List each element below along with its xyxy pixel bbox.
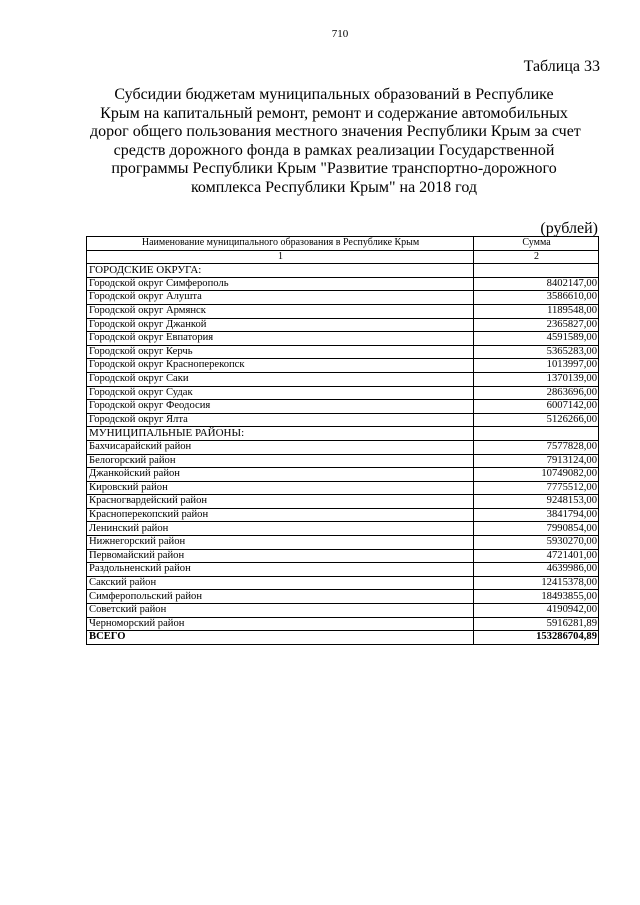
row-amount: 7913124,00 [474,454,599,468]
row-amount: 8402147,00 [474,277,599,291]
row-name: Городской округ Симферополь [87,277,474,291]
row-name: Городской округ Евпатория [87,332,474,346]
table-row [87,291,599,305]
row-amount: 7990854,00 [474,522,599,536]
row-name: Городской округ Саки [87,372,474,386]
row-name: Джанкойский район [87,468,474,482]
row-name: Городской округ Керчь [87,345,474,359]
row-amount: 1370139,00 [474,372,599,386]
column-number-2: 2 [474,250,599,264]
table-row [87,332,599,346]
table-row [87,563,599,577]
row-name: Городской округ Армянск [87,304,474,318]
row-amount: 12415378,00 [474,576,599,590]
table-row [87,617,599,631]
table-row [87,372,599,386]
table-row [87,590,599,604]
row-name: Черноморский район [87,617,474,631]
row-amount: 6007142,00 [474,400,599,414]
page-number: 710 [331,28,349,40]
row-amount: 1189548,00 [474,304,599,318]
row-name: Городской округ Феодосия [87,400,474,414]
row-name: Кировский район [87,481,474,495]
title-line: дорог общего пользования местного значения Республики Крым за счет [90,123,581,141]
title-line: комплекса Республики Крым" на 2018 год [190,178,478,196]
section-row-districts [87,427,599,441]
row-amount: 2365827,00 [474,318,599,332]
table-row [87,536,599,550]
table-row [87,508,599,522]
column-number-row [87,250,599,264]
table-row [87,345,599,359]
title-line: Субсидии бюджетам муниципальных образований в Республике [114,86,554,103]
row-amount: 3841794,00 [474,508,599,522]
header-amount-cell: Сумма [474,237,599,251]
row-amount: 4591589,00 [474,332,599,346]
row-name: Городской округ Джанкой [87,318,474,332]
row-amount: 7577828,00 [474,440,599,454]
table-row [87,576,599,590]
row-amount: 4721401,00 [474,549,599,563]
row-amount: 18493855,00 [474,590,599,604]
title-line: Крым на капитальный ремонт, ремонт и содержание автомобильных [100,104,568,122]
table-row [87,318,599,332]
row-name: Городской округ Алушта [87,291,474,305]
row-amount: 9248153,00 [474,495,599,509]
row-amount: 1013997,00 [474,359,599,373]
document-title [90,86,581,198]
row-name: Раздольненский район [87,563,474,577]
unit-label: (рублей) [540,220,598,237]
row-amount: 5930270,00 [474,536,599,550]
total-row [87,631,599,645]
row-amount: 7775512,00 [474,481,599,495]
total-label: ВСЕГО [87,631,474,645]
row-name: Красногвардейский район [87,495,474,509]
title-line: средств дорожного фонда в рамках реализации Государственной [113,141,555,159]
column-number-1: 1 [87,250,474,264]
section-empty-cell [474,427,599,441]
row-name: Сакский район [87,576,474,590]
table-row [87,522,599,536]
table-row [87,386,599,400]
table-row [87,495,599,509]
table-row [87,549,599,563]
table-row [87,468,599,482]
table-row [87,454,599,468]
table-row [87,413,599,427]
table-header-row [87,237,599,251]
row-name: Красноперекопский район [87,508,474,522]
row-name: Городской округ Красноперекопск [87,359,474,373]
title-line: программы Республики Крым "Развитие транспортно-дорожного [111,160,557,178]
row-name: Бахчисарайский район [87,440,474,454]
header-name-cell: Наименование муниципального образования в Республике Крым [87,237,474,251]
table-row [87,481,599,495]
row-name: Городской округ Судак [87,386,474,400]
row-amount: 3586610,00 [474,291,599,305]
table-row [87,304,599,318]
row-amount: 4639986,00 [474,563,599,577]
row-name: Городской округ Ялта [87,413,474,427]
row-name: Советский район [87,604,474,618]
row-amount: 4190942,00 [474,604,599,618]
row-amount: 5126266,00 [474,413,599,427]
row-amount: 2863696,00 [474,386,599,400]
row-name: Симферопольский район [87,590,474,604]
section-label: ГОРОДСКИЕ ОКРУГА: [87,264,474,278]
table-row [87,400,599,414]
section-empty-cell [474,264,599,278]
table-row [87,440,599,454]
table-row [87,359,599,373]
subsidy-table [86,236,599,645]
row-amount: 5916281,89 [474,617,599,631]
row-amount: 10749082,00 [474,468,599,482]
section-row-urban [87,264,599,278]
row-name: Нижнегорский район [87,536,474,550]
section-label: МУНИЦИПАЛЬНЫЕ РАЙОНЫ: [87,427,474,441]
table-row [87,277,599,291]
row-name: Ленинский район [87,522,474,536]
table-row [87,604,599,618]
total-amount: 153286704,89 [474,631,599,645]
row-name: Первомайский район [87,549,474,563]
row-amount: 5365283,00 [474,345,599,359]
row-name: Белогорский район [87,454,474,468]
table-label: Таблица 33 [523,58,600,75]
